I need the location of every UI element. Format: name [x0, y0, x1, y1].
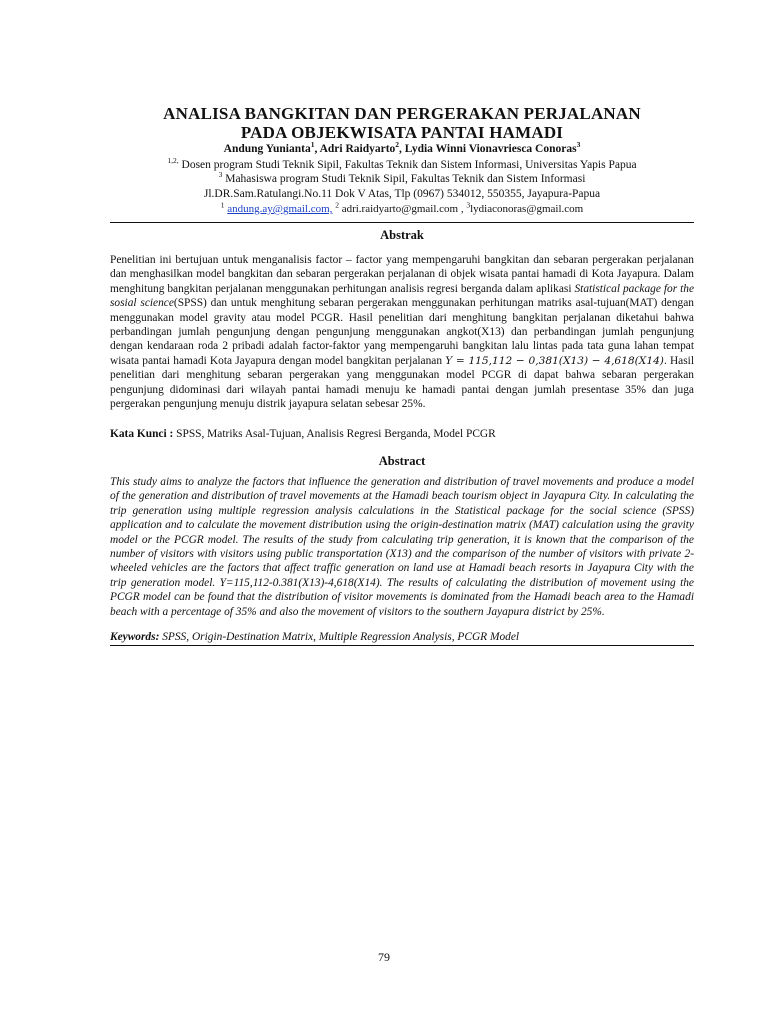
affiliation-2: $^3$ Mahasiswa program Studi Teknik Sipil, Fakultas Teknik dan Sistem Informasi — [218, 170, 586, 185]
author-name: Andung Yunianta — [223, 143, 311, 155]
keywords-text: SPSS, Origin-Destination Matrix, Multiple Regression Analysis, PCGR Model — [159, 631, 520, 643]
author-name: Lydia Winni Vionavriesca Conoras — [404, 143, 577, 155]
title-line-2: PADA OBJEKWISATA PANTAI HAMADI — [240, 123, 564, 142]
author-sup: 2 — [395, 140, 400, 150]
paper-title — [110, 104, 694, 142]
author-list: Andung Yunianta$^1$, Adri Raidyarto$^2$, Lydia Winni Vionavriesca Conoras$^3$ — [223, 140, 581, 155]
email-3: lydiaconoras@gmail.com — [470, 203, 584, 215]
keywords-label: Keywords: — [110, 631, 160, 643]
email-link-1[interactable]: andung.ay@gmail.com, — [227, 203, 333, 215]
model-equation: Y = 115,112 − 0,381(X13) − 4,618(X14) — [445, 354, 664, 367]
kata-kunci — [110, 427, 694, 441]
author-emails: $^1$ andung.ay@gmail.com, $^2$ adri.raidyarto@gmail.com , $^3$lydiaconoras@gmail.com — [220, 200, 584, 215]
author-name: Adri Raidyarto — [319, 143, 396, 155]
email-2: adri.raidyarto@gmail.com , — [341, 203, 464, 215]
abstrak-text: Penelitian ini bertujuan untuk menganalisis factor – factor yang mempengaruhi bangkitan dan sebaran pergerakan perjalanan dan menghasilkan model bangkitan dan sebaran pergerakan perjalanan di objek wisata pantai hamadi di Kota Jayapura. Dalam menghitung bangkitan perjalanan menggunakan perhitungan analisis regresi berganda dalam aplikasi Statistical package for the sosial science(SPSS) dan untuk menghitung sebaran pergerakan menggunakan perhitungan matriks asal-tujuan(MAT) dengan menggunakan model gravity atau model PCGR. Hasil penelitian dari menghitung bangkitan perjalanan diketahui bahwa perbandingan jumlah pengunjung dengan pengunjung menggunakan angkot(X13) dan perbandingan jumlah pengunjung dengan kendaraan roda 2 pribadi adalah factor-faktor yang mempengaruhi bangkitan lalu lintas pada tata guna lahan tempat wisata pantai hamadi Kota Jayapura dengan model bangkitan perjalanan Y = 115,112 − 0,381(X13) − 4,618(X14). Hasil penelitian dari menghitung sebaran pergerakan yang menggunakan model PCGR di dapat bahwa sebaran pergerakan pengunjung didominasi dari wilayah pantai hamadi menuju ke hamadi pantai dengan jumlah presentase 35% dan juga pergerakan pengunjung menuju distrik jayapura selatan sebesar 25%. — [110, 254, 695, 411]
horizontal-rule-bottom — [110, 645, 694, 646]
affiliation-address: Jl.DR.Sam.Ratulangi.No.11 Dok V Atas, Tlp (0967) 534012, 550355, Jayapura-Papua — [203, 188, 601, 200]
author-sup: 3 — [576, 140, 581, 150]
author-sup: 1 — [310, 140, 315, 150]
page-number: 79 — [378, 950, 390, 964]
title-line-1: ANALISA BANGKITAN DAN PERGERAKAN PERJALANAN — [163, 104, 641, 123]
kata-kunci-text: SPSS, Matriks Asal-Tujuan, Analisis Regresi Berganda, Model PCGR — [173, 428, 496, 440]
horizontal-rule-top — [110, 222, 694, 223]
affiliation-1: $^{1,2,}$ Dosen program Studi Teknik Sipil, Fakultas Teknik dan Sistem Informasi, Universitas Yapis Papua — [167, 156, 637, 171]
abstract-heading: Abstract — [378, 454, 426, 468]
abstract-text: This study aims to analyze the factors that influence the generation and distribution of travel movements and produce a model of the generation and distribution of travel movements at the Hamadi beach tourism object in Jayapura City. In calculating the trip generation using multiple regression analysis calculations in the Statistical package for the social science (SPSS) application and to calculate the movement distribution using the origin-destination matrix (MAT) calculation using the gravity model or the PCGR model. The results of the study from calculating trip generation, it is known that the comparison of the number of visitors with visitors using public transportation (X13) and the comparison of the number of visitors with private 2-wheeled vehicles are the factors that affect traffic generation on land use at Hamadi beach resorts in Jayapura City with the trip generation model. Y=115,112-0.381(X13)-4,618(X14). The results of calculating the distribution of movement using the PCGR model can be found that the distribution of visitor movements is dominated from the Hamadi beach area to the Hamadi beach with a percentage of 35% and also the movement of visitors to the southern Jayapura district by 25%. — [110, 476, 694, 618]
abstrak-heading: Abstrak — [380, 228, 424, 242]
kata-kunci-label: Kata Kunci : — [110, 428, 174, 440]
keywords — [110, 630, 694, 644]
